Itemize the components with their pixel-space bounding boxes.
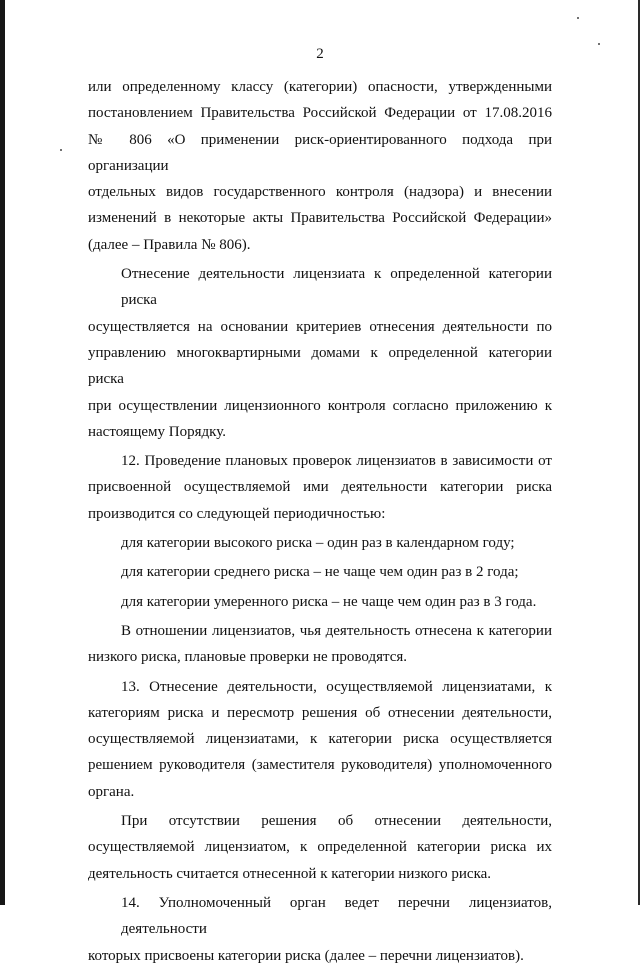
text-line: настоящему Порядку. [88, 423, 226, 440]
text-line: постановлением Правительства Российской Федерации от 17.08.2016 [88, 105, 552, 122]
paragraph-moderate-risk [88, 589, 552, 615]
paragraph-12 [88, 448, 552, 527]
text-line: управлению многоквартирными домами к определенной категории риска [88, 344, 552, 388]
text-line: 14. Уполномоченный орган ведет перечни лицензиатов, деятельности [121, 894, 552, 938]
text-line: органа. [88, 783, 135, 800]
text-line: низкого риска, плановые проверки не проводятся. [88, 649, 408, 666]
text-line: для категории умеренного риска – не чаще чем один раз в 3 года. [121, 593, 537, 610]
scan-edge-left [0, 0, 5, 905]
text-line: категориям риска и пересмотр решения об отнесении деятельности, [88, 704, 552, 721]
paragraph-low-risk [88, 618, 552, 671]
paragraph-risk-assignment [88, 261, 552, 445]
paragraph-continuation [88, 74, 552, 258]
text-line: В отношении лицензиатов, чья деятельность отнесена к категории [121, 622, 552, 639]
paragraph-13 [88, 674, 552, 805]
text-line: № 806 «О применении риск-ориентированного подхода при организации [88, 131, 552, 174]
paragraph-medium-risk [88, 559, 552, 585]
text-line: для категории среднего риска – не чаще чем один раз в 2 года; [121, 564, 519, 581]
page-number: 2 [316, 46, 324, 62]
text-line: изменений в некоторые акты Правительства Российской Федерации» [88, 210, 552, 227]
text-line: производится со следующей периодичностью: [88, 505, 386, 522]
scan-speck [60, 149, 62, 151]
text-line: Отнесение деятельности лицензиата к определенной категории риска [121, 266, 552, 309]
text-line: осуществляется на основании критериев отнесения деятельности по [88, 318, 552, 335]
text-line: или определенному классу (категории) опасности, утвержденными [88, 79, 552, 95]
scan-speck [577, 17, 579, 19]
text-line: осуществляемой лицензиатами, к категории риска осуществляется [88, 731, 552, 748]
text-line: 13. Отнесение деятельности, осуществляемой лицензиатами, к [121, 678, 552, 695]
text-line: присвоенной осуществляемой ими деятельности категории риска [88, 479, 552, 496]
text-line: отдельных видов государственного контроля (надзора) и внесении [88, 184, 552, 201]
text-line: осуществляемой лицензиатом, к определенной категории риска их [88, 839, 552, 856]
paragraph-no-decision [88, 808, 552, 887]
text-line: При отсутствии решения об отнесении деятельности, [121, 813, 552, 830]
paragraph-14 [88, 890, 552, 969]
text-line: которых присвоены категории риска (далее – перечни лицензиатов). [88, 947, 524, 964]
paragraph-high-risk [88, 530, 552, 556]
text-line: деятельность считается отнесенной к категории низкого риска. [88, 865, 492, 882]
text-line: 12. Проведение плановых проверок лицензиатов в зависимости от [121, 453, 552, 470]
text-line: для категории высокого риска – один раз в календарном году; [121, 535, 515, 552]
text-line: решением руководителя (заместителя руководителя) уполномоченного [88, 757, 552, 774]
text-line: при осуществлении лицензионного контроля согласно приложению к [88, 397, 552, 414]
document-body [88, 74, 552, 969]
text-line: (далее – Правила № 806). [88, 236, 251, 253]
